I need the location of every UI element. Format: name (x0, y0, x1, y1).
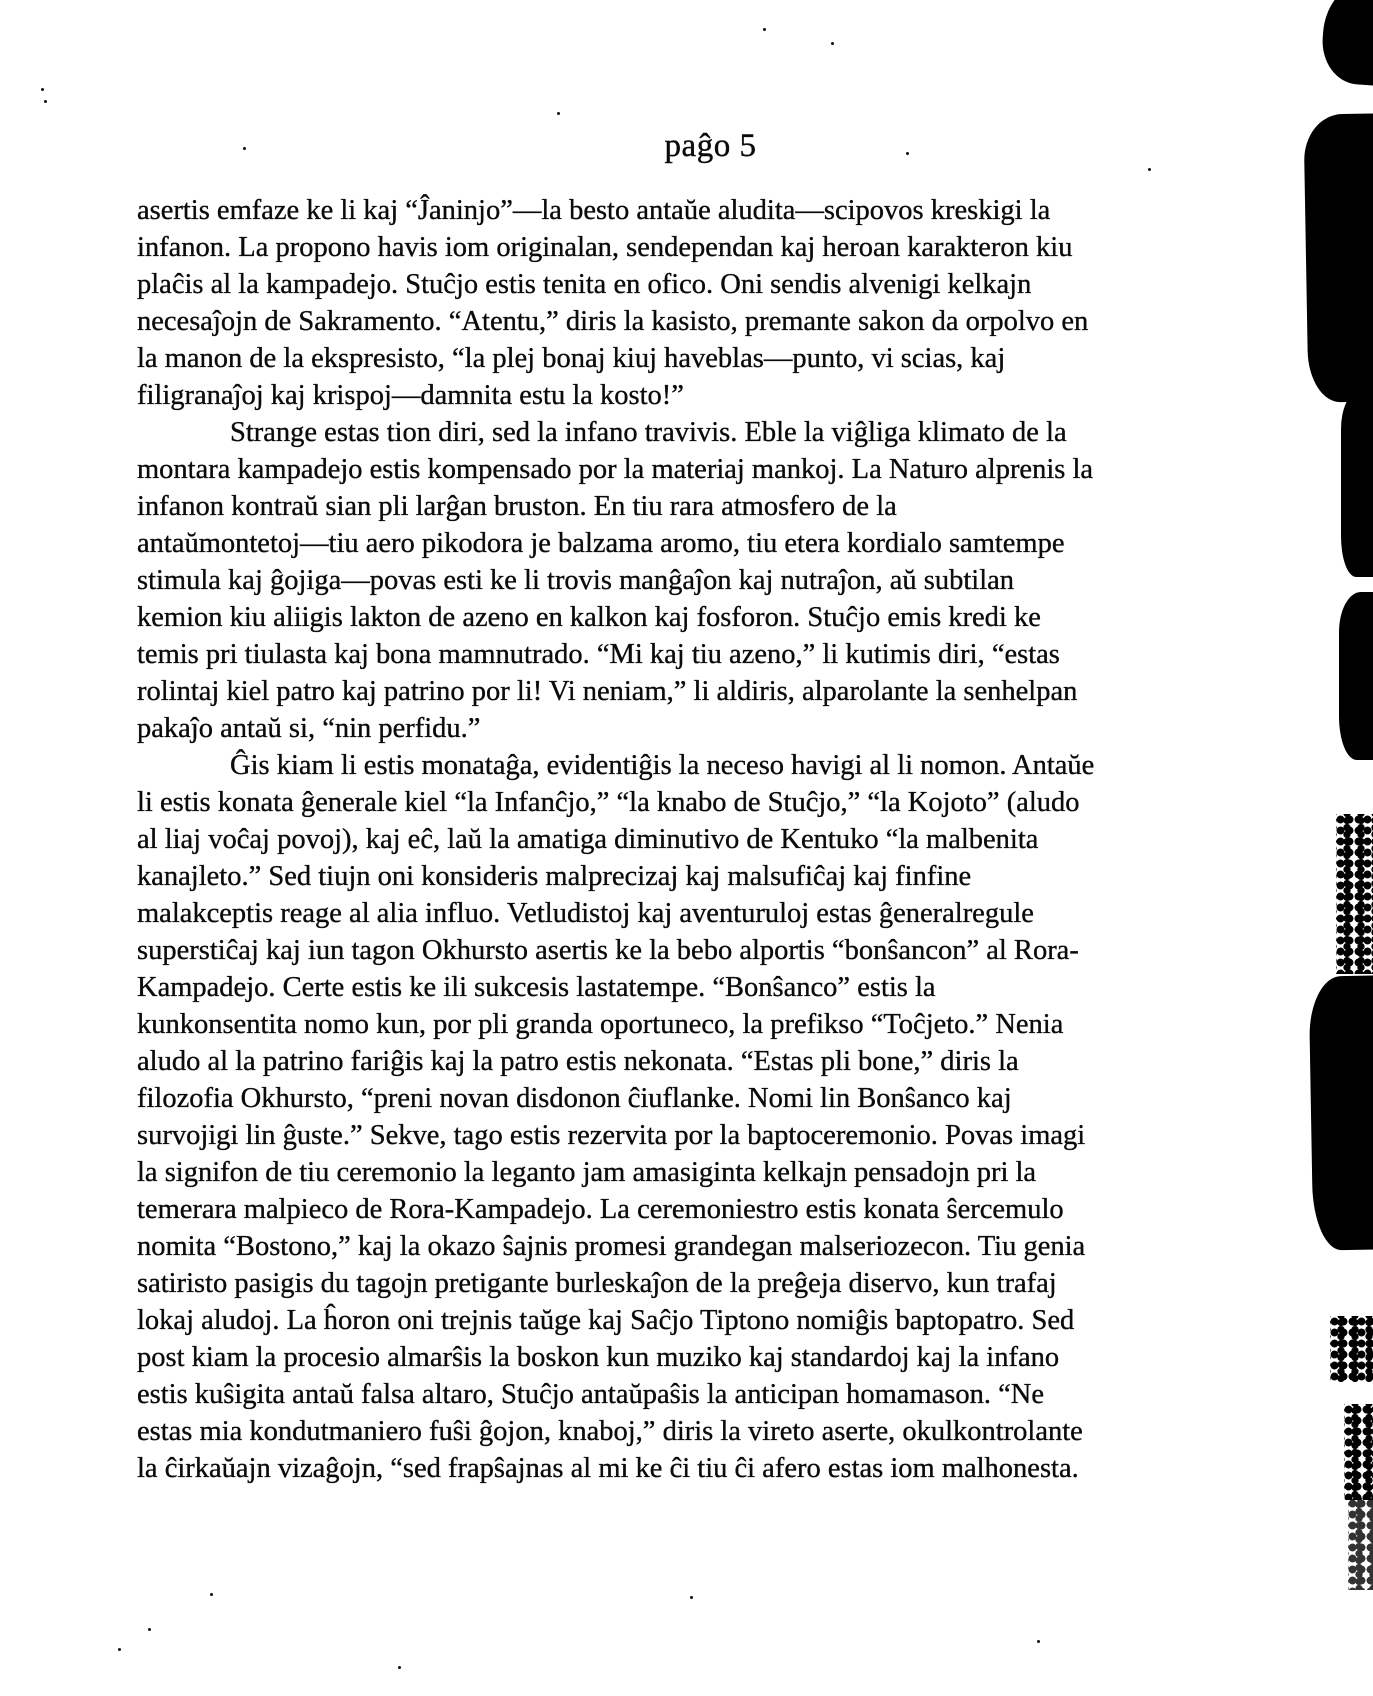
text-line: rolintaj kiel patro kaj patrino por li! Vi neniam,” li aldiris, alparolante la senhelpan (137, 676, 1078, 707)
text-line: lokaj aludoj. La ĥoron oni trejnis taŭge kaj Saĉjo Tiptono nomiĝis baptopatro. Sed (137, 1305, 1075, 1336)
scan-speck (41, 88, 44, 91)
text-line: post kiam la procesio almarŝis la boskon kun muziko kaj standardoj kaj la infano (137, 1342, 1060, 1373)
text-line: antaŭmontetoj—tiu aero pikodora je balzama aromo, tiu etera kordialo samtempe (137, 528, 1065, 559)
text-line: li estis konata ĝenerale kiel “la Infanĉjo,” “la knabo de Stuĉjo,” “la Kojoto” (aludo (137, 787, 1080, 818)
text-line: Kampadejo. Certe estis ke ili sukcesis lastatempe. “Bonŝanco” estis la (137, 972, 936, 1003)
scan-artifact-blob (1339, 592, 1373, 760)
scan-speck (831, 42, 834, 45)
scan-speck (690, 1596, 693, 1599)
text-line: survojigi lin ĝuste.” Sekve, tago estis rezervita por la baptoceremonio. Povas imagi (137, 1120, 1086, 1151)
text-line: la manon de la ekspresisto, “la plej bonaj kiuj haveblas—punto, vi scias, kaj (137, 343, 1006, 374)
text-line: temerara malpieco de Rora-Kampadejo. La ceremoniestro estis konata ŝercemulo (137, 1194, 1064, 1225)
scan-artifact-noise (1344, 1404, 1373, 1500)
scan-artifact-blob (1341, 392, 1373, 577)
scan-speck (210, 1593, 213, 1596)
text-line: nomita “Bostono,” kaj la okazo ŝajnis promesi grandegan malseriozecon. Tiu genia (137, 1231, 1086, 1262)
text-line: estas mia kondutmaniero fuŝi ĝojon, knaboj,” diris la vireto aserte, okulkontrolante (137, 1416, 1083, 1447)
text-line: malakceptis reage al alia influo. Vetludistoj kaj aventuruloj estas ĝeneralregule (137, 898, 1034, 929)
text-line: asertis emfaze ke li kaj “Ĵaninjo”—la besto antaŭe aludita—scipovos kreskigi la (137, 195, 1051, 226)
scan-speck (44, 100, 47, 103)
text-line: temis pri tiulasta kaj bona mamnutrado. “Mi kaj tiu azeno,” li kutimis diri, “estas (137, 639, 1060, 670)
text-line: infanon. La propono havis iom originalan, sendependan kaj heroan karakteron kiu (137, 232, 1073, 263)
text-line: Ĝis kiam li estis monataĝa, evidentiĝis la neceso havigi al li nomon. Antaŭe (230, 750, 1095, 781)
text-line: pakaĵo antaŭ si, “nin perfidu.” (137, 713, 481, 744)
scan-artifact-noise (1330, 1316, 1373, 1382)
page-number-heading: paĝo 5 (664, 128, 757, 164)
text-line: aludo al la patrino fariĝis kaj la patro estis nekonata. “Estas pli bone,” diris la (137, 1046, 1019, 1077)
text-line: kunkonsentita nomo kun, por pli granda oportuneco, la prefikso “Toĉjeto.” Nenia (137, 1009, 1064, 1040)
text-line: necesaĵojn de Sakramento. “Atentu,” diris la kasisto, premante sakon da orpolvo en (137, 306, 1089, 337)
text-line: la ĉirkaŭajn vizaĝojn, “sed frapŝajnas al mi ke ĉi tiu ĉi afero estas iom malhonesta. (137, 1453, 1079, 1484)
scan-speck (557, 112, 560, 115)
text-line: stimula kaj ĝojiga—povas esti ke li trovis manĝaĵon kaj nutraĵon, aŭ subtilan (137, 565, 1015, 596)
scan-artifact-noise (1348, 1498, 1373, 1590)
text-line: al liaj voĉaj povoj), kaj eĉ, laŭ la amatiga diminutivo de Kentuko “la malbenita (137, 824, 1039, 855)
scan-artifact-blob (1303, 113, 1373, 402)
scan-speck (906, 152, 909, 155)
text-line: filigranaĵoj kaj krispoj—damnita estu la kosto!” (137, 380, 684, 411)
text-line: filozofia Okhursto, “preni novan disdonon ĉiuflanke. Nomi lin Bonŝanco kaj (137, 1083, 1012, 1114)
text-line: infanon kontraŭ sian pli larĝan bruston. En tiu rara atmosfero de la (137, 491, 897, 522)
scan-speck (1037, 1640, 1040, 1643)
page-text (137, 192, 1227, 1487)
text-line: estis kuŝigita antaŭ falsa altaro, Stuĉjo antaŭpaŝis la anticipan homamason. “Ne (137, 1379, 1044, 1410)
text-line: la signifon de tiu ceremonio la leganto jam amasiginta kelkajn pensadojn pri la (137, 1157, 1037, 1188)
scan-speck (148, 1628, 151, 1631)
text-line: superstiĉaj kaj iun tagon Okhursto asertis ke la bebo alportis “bonŝancon” al Rora- (137, 935, 1079, 966)
text-line: Strange estas tion diri, sed la infano travivis. Eble la viĝliga klimato de la (230, 417, 1067, 448)
text-line: kanajleto.” Sed tiujn oni konsideris malprecizaj kaj malsufiĉaj kaj finfine (137, 861, 972, 892)
scan-artifact-blob (1320, 0, 1373, 86)
text-line: satiristo pasigis du tagojn pretigante burleskaĵon de la preĝeja diservo, kun trafaj (137, 1268, 1057, 1299)
scan-speck (118, 1648, 121, 1651)
scan-speck (1148, 168, 1151, 171)
scan-speck (243, 147, 246, 150)
scan-speck (398, 1666, 401, 1669)
text-line: plaĉis al la kampadejo. Stuĉjo estis tenita en ofico. Oni sendis alvenigi kelkajn (137, 269, 1032, 300)
text-line: montara kampadejo estis kompensado por la materiaj mankoj. La Naturo alprenis la (137, 454, 1094, 485)
text-line: kemion kiu aliigis lakton de azeno en kalkon kaj fosforon. Stuĉjo emis kredi ke (137, 602, 1041, 633)
scan-artifact-noise (1336, 814, 1373, 974)
scan-speck (763, 28, 766, 31)
scan-artifact-blob (1309, 975, 1373, 1250)
